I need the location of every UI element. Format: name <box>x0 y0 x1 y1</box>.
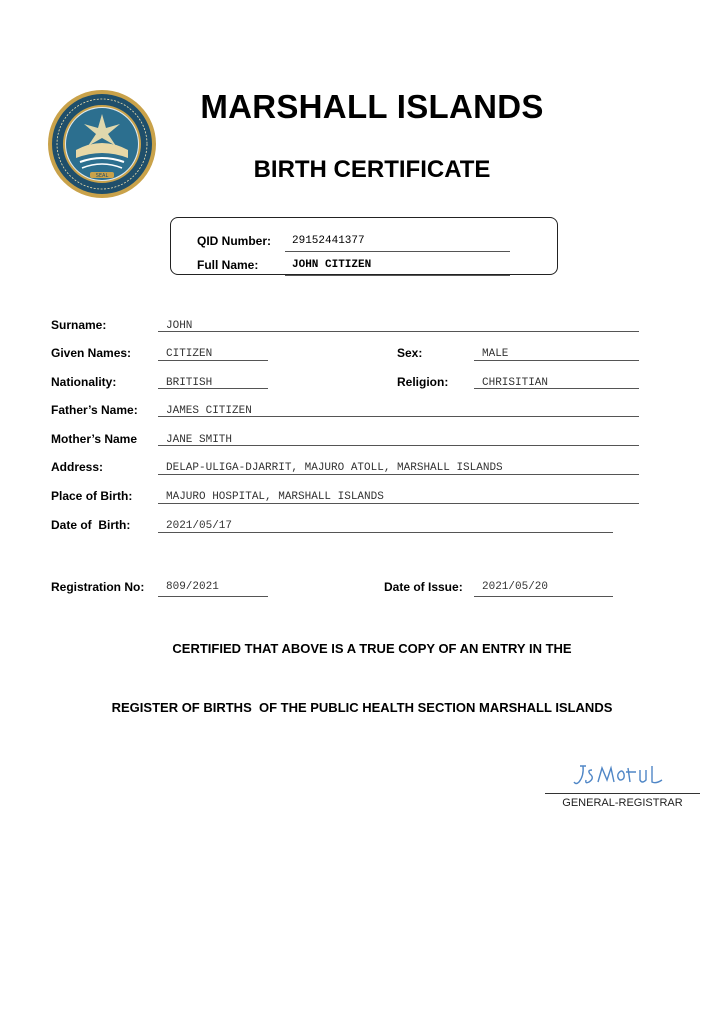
place-of-birth-value: MAJURO HOSPITAL, MARSHALL ISLANDS <box>166 491 384 503</box>
date-of-issue-label: Date of Issue: <box>384 580 463 594</box>
father-name-underline <box>158 416 639 417</box>
place-of-birth-underline <box>158 503 639 504</box>
father-name-label: Father’s Name: <box>51 403 138 417</box>
father-name-value: JAMES CITIZEN <box>166 405 252 417</box>
registration-no-label: Registration No: <box>51 580 145 594</box>
seal-text: SEAL <box>95 173 109 179</box>
sex-underline <box>474 360 639 361</box>
date-of-issue-underline <box>474 596 613 597</box>
nationality-value: BRITISH <box>166 377 213 389</box>
religion-value: CHRISITIAN <box>482 377 549 389</box>
nationality-underline <box>158 388 268 389</box>
surname-value: JOHN <box>166 320 193 332</box>
certification-line-1: CERTIFIED THAT ABOVE IS A TRUE COPY OF AN ENTRY IN THE <box>172 641 572 656</box>
given-names-value: CITIZEN <box>166 348 213 360</box>
registration-no-underline <box>158 596 268 597</box>
qid-underline <box>285 251 510 252</box>
mother-name-label: Mother’s Name <box>51 432 138 446</box>
date-of-issue-value: 2021/05/20 <box>482 581 549 593</box>
page-title: MARSHALL ISLANDS <box>200 88 544 125</box>
given-names-label: Given Names: <box>51 346 132 360</box>
address-value: DELAP-ULIGA-DJARRIT, MAJURO ATOLL, MARSHALL ISLANDS <box>166 462 503 474</box>
qid-label: QID Number: <box>197 234 272 248</box>
signature-title: GENERAL-REGISTRAR <box>562 797 683 809</box>
religion-underline <box>474 388 639 389</box>
date-of-birth-value: 2021/05/17 <box>166 520 233 532</box>
registration-no-value: 809/2021 <box>166 581 219 593</box>
given-names-underline <box>158 360 268 361</box>
document-subtitle: BIRTH CERTIFICATE <box>253 156 491 183</box>
signature-line <box>545 793 700 794</box>
date-of-birth-label: Date of Birth: <box>51 518 131 532</box>
full-name-label: Full Name: <box>197 258 259 272</box>
mother-name-underline <box>158 445 639 446</box>
surname-label: Surname: <box>51 318 107 332</box>
sex-value: MALE <box>482 348 509 360</box>
qid-value: 29152441377 <box>292 235 365 247</box>
date-of-birth-underline <box>158 532 613 533</box>
nationality-label: Nationality: <box>51 375 117 389</box>
full-name-underline <box>285 275 510 276</box>
sex-label: Sex: <box>397 346 423 360</box>
certification-line-2: REGISTER OF BIRTHS OF THE PUBLIC HEALTH SECTION MARSHALL ISLANDS <box>111 700 613 715</box>
registrar-signature <box>572 760 672 790</box>
religion-label: Religion: <box>397 375 449 389</box>
address-underline <box>158 474 639 475</box>
surname-underline <box>158 331 639 332</box>
full-name-value: JOHN CITIZEN <box>292 259 372 271</box>
mother-name-value: JANE SMITH <box>166 434 233 446</box>
place-of-birth-label: Place of Birth: <box>51 489 133 503</box>
address-label: Address: <box>51 460 104 474</box>
